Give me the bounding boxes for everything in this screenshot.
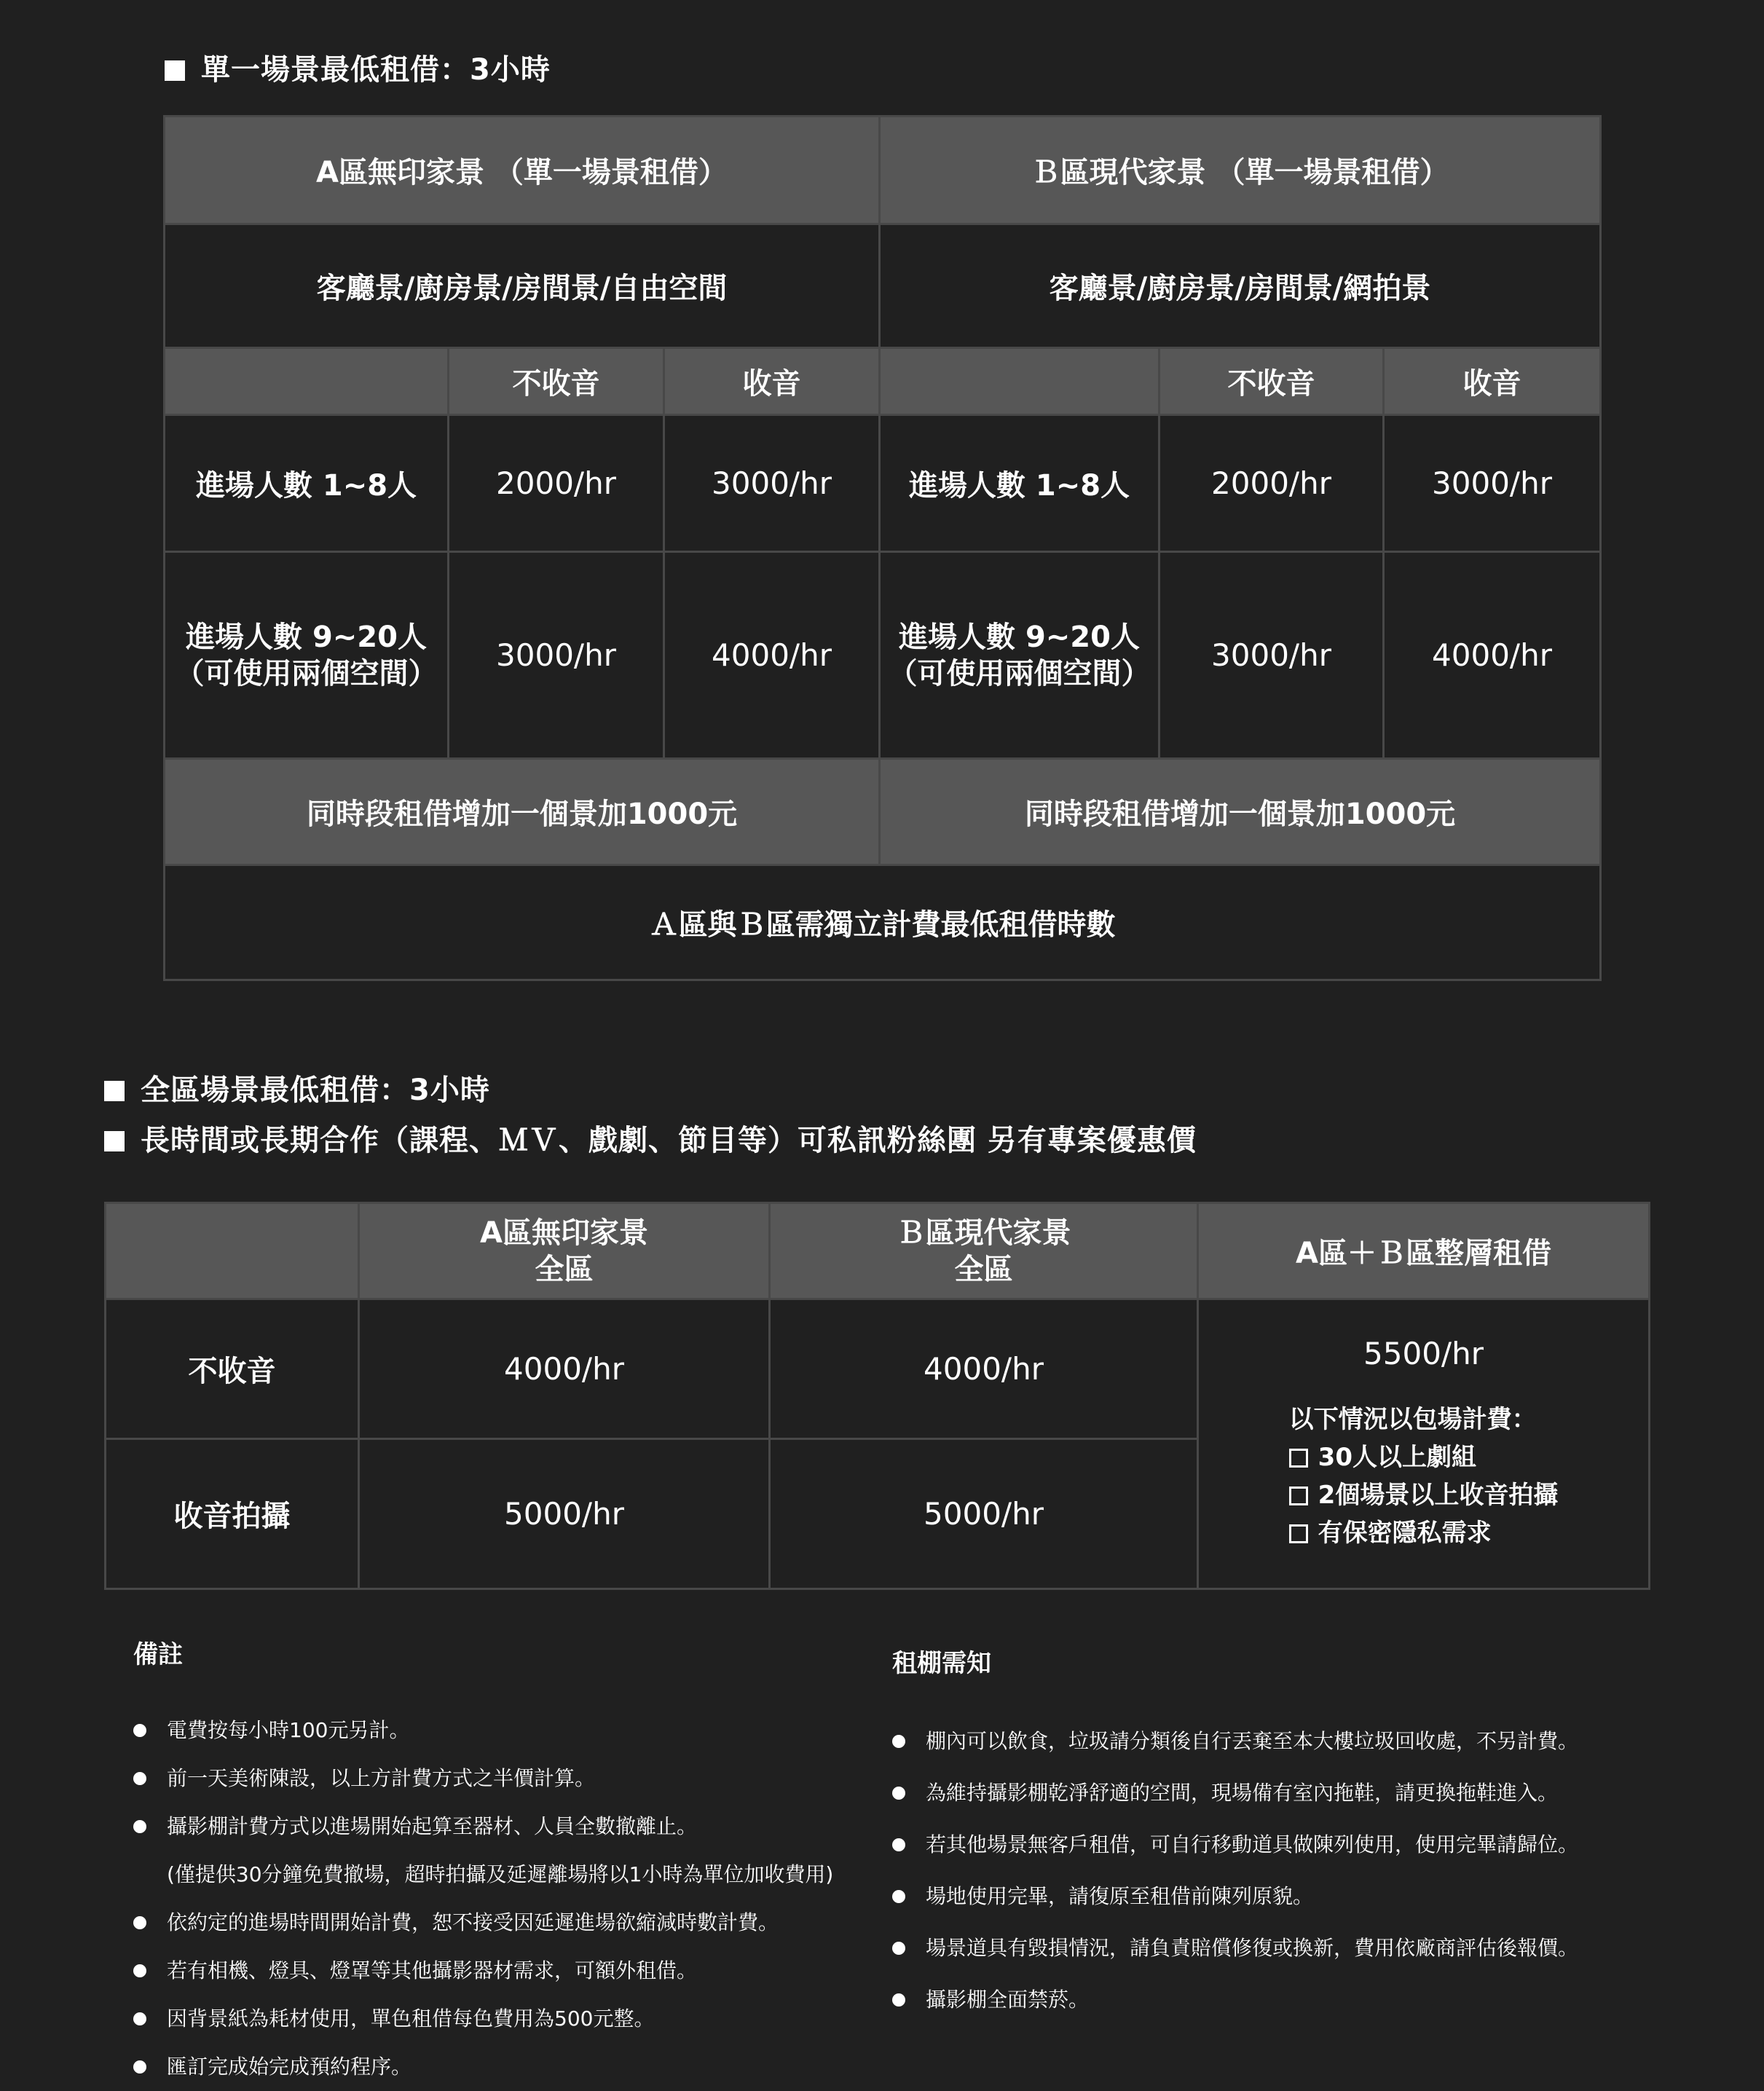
price-cell: 4000/hr [664, 552, 880, 759]
price-cell: 4000/hr [770, 1299, 1198, 1439]
notes-remarks [133, 1634, 833, 2091]
bullet-icon [133, 2060, 146, 2074]
bullet-icon [892, 1942, 905, 1955]
price-cell: 4000/hr [359, 1299, 770, 1439]
list-item: 攝影棚全面禁菸。 [892, 1974, 1578, 2025]
section1-heading: 單一場景最低租借：3小時 [165, 55, 551, 84]
full-floor-price-cell [1198, 1299, 1650, 1589]
package-conditions [1289, 1401, 1559, 1552]
bullet-icon [133, 1820, 146, 1833]
checkbox-icon [1289, 1449, 1308, 1468]
notes-remarks-title: 備註 [133, 1640, 183, 1669]
price-cell: 2000/hr [449, 415, 664, 552]
billing-footer-note: Ａ區與Ｂ區需獨立計費最低租借時數 [165, 865, 1601, 980]
list-item: 棚內可以飲食，垃圾請分類後自行丟棄至本大樓垃圾回收處，不另計費。 [892, 1715, 1578, 1767]
list-item: 因背景紙為耗材使用，單色租借每色費用為500元整。 [133, 1995, 833, 2043]
list-item: 30人以上劇組 [1289, 1438, 1559, 1476]
price-cell: 3000/hr [664, 415, 880, 552]
list-item: 場地使用完畢，請復原至租借前陳列原貌。 [892, 1870, 1578, 1922]
square-bullet-icon [104, 1081, 125, 1101]
price-cell: 3000/hr [1159, 552, 1384, 759]
price-cell: 3000/hr [1384, 415, 1601, 552]
square-bullet-icon [165, 60, 185, 81]
header-sound-b: 收音 [1384, 348, 1601, 415]
area-b-scenes: 客廳景/廚房景/房間景/網拍景 [880, 224, 1601, 348]
row-label-sound: 收音拍攝 [106, 1439, 359, 1589]
bullet-icon [892, 1838, 905, 1851]
bullet-icon [133, 1964, 146, 1977]
list-item: 有保密隱私需求 [1289, 1514, 1559, 1552]
section2-heading-long-term: 長時間或長期合作（課程、ＭＶ、戲劇、節目等）可私訊粉絲團 另有專案優惠價 [104, 1126, 1197, 1155]
section2-heading-min-rental: 全區場景最低租借：3小時 [104, 1076, 490, 1105]
area-b-title: Ｂ區現代家景 （單一場景租借） [880, 117, 1601, 224]
header-no-sound-b: 不收音 [1159, 348, 1384, 415]
row-label-b: 進場人數 9~20人 （可使用兩個空間） [880, 552, 1159, 759]
single-scene-price-table [163, 115, 1602, 981]
header-area-a-full: A區無印家景 全區 [359, 1203, 770, 1299]
list-item: 攝影棚計費方式以進場開始起算至器材、人員全數撤離止。 [133, 1803, 833, 1851]
list-item: 若其他場景無客戶租借，可自行移動道具做陳列使用，使用完畢請歸位。 [892, 1819, 1578, 1870]
list-item: 若有相機、燈具、燈罩等其他攝影器材需求，可額外租借。 [133, 1947, 833, 1995]
row-label-b: 進場人數 1~8人 [880, 415, 1159, 552]
price-cell: 5000/hr [770, 1439, 1198, 1589]
area-a-scenes: 客廳景/廚房景/房間景/自由空間 [165, 224, 880, 348]
list-item: 前一天美術陳設，以上方計費方式之半價計算。 [133, 1755, 833, 1803]
bullet-icon [892, 1993, 905, 2007]
header-sound-a: 收音 [664, 348, 880, 415]
checkbox-icon [1289, 1524, 1308, 1543]
list-item: 依約定的進場時間開始計費，恕不接受因延遲進場欲縮減時數計費。 [133, 1899, 833, 1947]
extra-scene-fee-b: 同時段租借增加一個景加1000元 [880, 759, 1601, 865]
full-floor-price: 5500/hr [1363, 1336, 1484, 1371]
checkbox-icon [1289, 1486, 1308, 1505]
header-empty-a [165, 348, 449, 415]
row-label-a: 進場人數 1~8人 [165, 415, 449, 552]
bullet-icon [133, 1916, 146, 1929]
list-item: 為維持攝影棚乾淨舒適的空間，現場備有室內拖鞋，請更換拖鞋進入。 [892, 1767, 1578, 1819]
header-empty [106, 1203, 359, 1299]
bullet-icon [892, 1890, 905, 1903]
notes-rental-rules-title: 租棚需知 [892, 1649, 991, 1678]
bullet-icon [892, 1735, 905, 1748]
table-row [106, 1299, 1650, 1439]
extra-scene-fee-a: 同時段租借增加一個景加1000元 [165, 759, 880, 865]
row-label-a: 進場人數 9~20人 （可使用兩個空間） [165, 552, 449, 759]
list-item: 匯訂完成始完成預約程序。 [133, 2043, 833, 2091]
header-no-sound-a: 不收音 [449, 348, 664, 415]
square-bullet-icon [104, 1131, 125, 1151]
area-a-title: A區無印家景 （單一場景租借） [165, 117, 880, 224]
bullet-icon [133, 1772, 146, 1785]
full-area-price-table [104, 1202, 1650, 1590]
header-empty-b [880, 348, 1159, 415]
list-item: 2個場景以上收音拍攝 [1289, 1476, 1559, 1514]
price-cell: 2000/hr [1159, 415, 1384, 552]
price-cell: 5000/hr [359, 1439, 770, 1589]
header-full-floor: A區＋Ｂ區整層租借 [1198, 1203, 1650, 1299]
row-label-no-sound: 不收音 [106, 1299, 359, 1439]
package-title: 以下情況以包場計費： [1288, 1405, 1537, 1434]
price-cell: 3000/hr [449, 552, 664, 759]
header-area-b-full: Ｂ區現代家景 全區 [770, 1203, 1198, 1299]
list-item: (僅提供30分鐘免費撤場，超時拍攝及延遲離場將以1小時為單位加收費用) [167, 1862, 834, 1886]
bullet-icon [133, 2012, 146, 2025]
list-item: 電費按每小時100元另計。 [133, 1706, 833, 1755]
bullet-icon [892, 1787, 905, 1800]
notes-rental-rules [892, 1643, 1578, 2025]
table-row [165, 552, 1601, 759]
table-row [165, 415, 1601, 552]
bullet-icon [133, 1724, 146, 1737]
price-cell: 4000/hr [1384, 552, 1601, 759]
list-item: 場景道具有毀損情況，請負責賠償修復或換新，費用依廠商評估後報價。 [892, 1922, 1578, 1974]
